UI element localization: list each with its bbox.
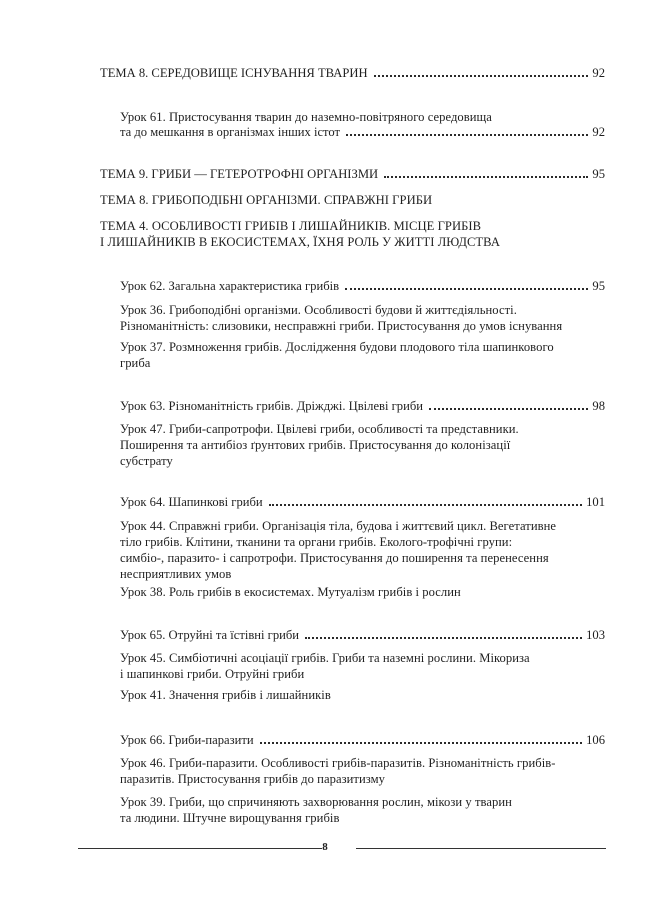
dot-leader [260, 742, 583, 744]
toc-entry-lesson-61[interactable] [120, 124, 605, 140]
toc-entry-lesson-64[interactable] [120, 494, 605, 510]
toc-entry-title: Урок 63. Різноманітність грибів. Дріжджі. Цвілеві гриби [120, 399, 423, 413]
toc-entry-lesson-38: Урок 38. Роль грибів в екосистемах. Мутуалізм грибів і рослин [120, 585, 461, 599]
toc-entry-lesson-37-line2: гриба [120, 356, 151, 370]
toc-entry-lesson-46-line1: Урок 46. Гриби-паразити. Особливості грибів-паразитів. Різноманітність грибів- [120, 756, 556, 770]
dot-leader [384, 176, 588, 178]
dot-leader [374, 75, 589, 77]
toc-entry-theme-8-fungoid: ТЕМА 8. ГРИБОПОДІБНІ ОРГАНІЗМИ. СПРАВЖНІ ГРИБИ [100, 193, 433, 207]
footer-rule-left [78, 848, 322, 849]
toc-entry-lesson-63[interactable] [120, 398, 605, 414]
toc-entry-page: 101 [586, 495, 605, 509]
page-number: 8 [322, 841, 328, 853]
toc-entry-title: та до мешкання в організмах інших істот [120, 125, 341, 139]
toc-entry-lesson-47-line3: субстрату [120, 454, 173, 468]
toc-entry-page: 98 [592, 399, 605, 413]
toc-entry-lesson-44-line4: несприятливих умов [120, 567, 232, 581]
toc-entry-lesson-45-line2: і шапинкові гриби. Отруйні гриби [120, 667, 305, 681]
toc-entry-theme-9-fungi[interactable] [100, 166, 605, 182]
dot-leader [429, 408, 588, 410]
toc-entry-lesson-39-line1: Урок 39. Гриби, що спричиняють захворювання рослин, мікози у тварин [120, 795, 512, 809]
toc-entry-lesson-66[interactable] [120, 732, 605, 748]
dot-leader [305, 637, 582, 639]
toc-entry-page: 106 [586, 733, 605, 747]
toc-entry-title: ТЕМА 9. ГРИБИ — ГЕТЕРОТРОФНІ ОРГАНІЗМИ [100, 167, 379, 181]
footer-rule-right [356, 848, 606, 849]
toc-entry-title: Урок 65. Отруйні та їстівні гриби [120, 628, 300, 642]
toc-entry-page: 92 [592, 66, 605, 80]
toc-entry-theme-4-line1: ТЕМА 4. ОСОБЛИВОСТІ ГРИБІВ І ЛИШАЙНИКІВ. МІСЦЕ ГРИБІВ [100, 219, 482, 233]
toc-entry-lesson-44-line3: симбіо-, паразито- і сапротрофи. Пристосування до поширення та перенесення [120, 551, 549, 565]
toc-entry-theme-4-line2: І ЛИШАЙНИКІВ В ЕКОСИСТЕМАХ, ЇХНЯ РОЛЬ У ЖИТТІ ЛЮДСТВА [100, 235, 500, 249]
toc-entry-title: ТЕМА 8. СЕРЕДОВИЩЕ ІСНУВАННЯ ТВАРИН [100, 66, 368, 80]
toc-entry-lesson-65[interactable] [120, 627, 605, 643]
toc-entry-page: 95 [592, 167, 605, 181]
toc-entry-title: Урок 62. Загальна характеристика грибів [120, 279, 340, 293]
toc-entry-title: Урок 64. Шапинкові гриби [120, 495, 263, 509]
toc-entry-lesson-44-line1: Урок 44. Справжні гриби. Організація тіла, будова і життєвий цикл. Вегетативне [120, 519, 557, 533]
toc-entry-lesson-47-line2: Поширення та антибіоз ґрунтових грибів. Пристосування до колонізації [120, 438, 511, 452]
dot-leader [346, 134, 588, 136]
toc-entry-page: 92 [592, 125, 605, 139]
toc-entry-lesson-36-line2: Різноманітність: слизовики, несправжні гриби. Пристосування до умов існування [120, 319, 563, 333]
toc-entry-lesson-62[interactable] [120, 278, 605, 294]
toc-entry-lesson-47-line1: Урок 47. Гриби-сапротрофи. Цвілеві гриби, особливості та представники. [120, 422, 519, 436]
dot-leader [269, 504, 582, 506]
toc-entry-lesson-46-line2: паразитів. Пристосування грибів до паразитизму [120, 772, 385, 786]
dot-leader [345, 288, 588, 290]
toc-entry-lesson-44-line2: тіло грибів. Клітини, тканини та органи грибів. Еколого-трофічні групи: [120, 535, 513, 549]
toc-entry-lesson-39-line2: та людини. Штучне вирощування грибів [120, 811, 340, 825]
toc-entry-page: 103 [586, 628, 605, 642]
toc-entry-lesson-45-line1: Урок 45. Симбіотичні асоціації грибів. Гриби та наземні рослини. Мікориза [120, 651, 530, 665]
toc-entry-page: 95 [592, 279, 605, 293]
toc-entry-lesson-41: Урок 41. Значення грибів і лишайників [120, 688, 331, 702]
toc-entry-lesson-37-line1: Урок 37. Розмноження грибів. Дослідження будови плодового тіла шапинкового [120, 340, 554, 354]
toc-entry-title: Урок 66. Гриби-паразити [120, 733, 254, 747]
toc-entry-theme-8-environment[interactable] [100, 65, 605, 81]
toc-entry-lesson-61-line1: Урок 61. Пристосування тварин до наземно-повітряного середовища [120, 110, 492, 124]
toc-entry-lesson-36-line1: Урок 36. Грибоподібні організми. Особливості будови й життєдіяльності. [120, 303, 517, 317]
